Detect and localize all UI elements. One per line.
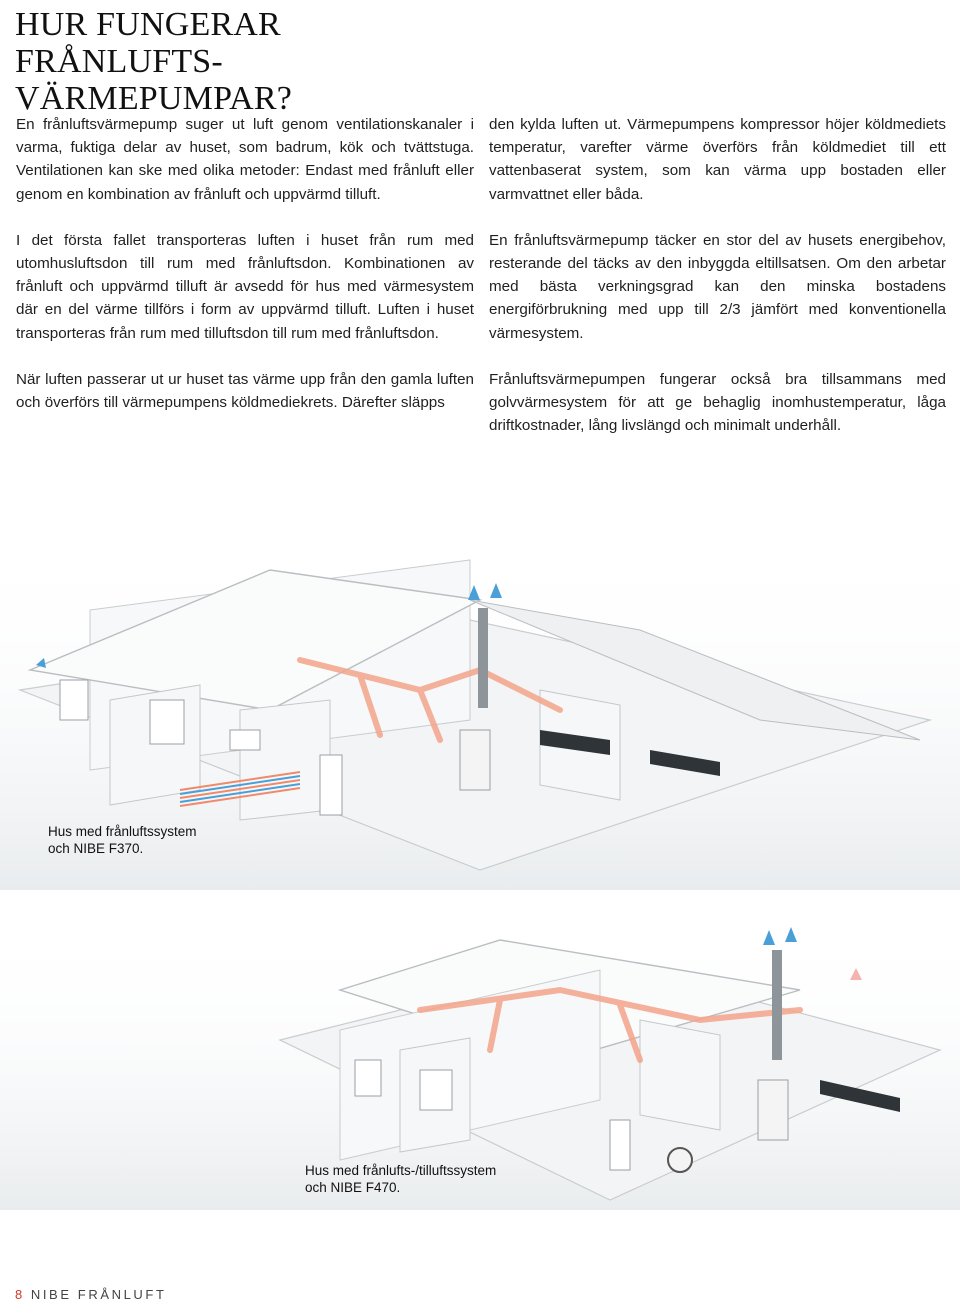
right-paragraph-2: En frånluftsvärmepump täcker en stor del av husets energibehov, resterande del täcks av den inbyggda eltillsatsen. Om den arbetar med bästa verkningsgrad kan den minska bostadens energiförbrukning med upp till 2/3 jämfört med konventionella värmesystem. <box>489 231 946 342</box>
window-2-2 <box>420 1070 452 1110</box>
partition-wall-2 <box>240 700 330 820</box>
left-paragraph-1: En frånluftsvärmepump suger ut luft genom ventilationskanaler i varma, fuktiga delar av huset, som badrum, kök och tvättstuga. Ventilationen kan ske med olika metoder: Endast med frånluft eller genom en kombination av frånluft och uppvärmd tilluft. <box>16 116 474 203</box>
page-title <box>15 6 485 117</box>
title-line-2: VÄRMEPUMPAR? <box>15 80 292 117</box>
window-1 <box>60 680 88 720</box>
footer-label: NIBE FRÅNLUFT <box>30 1287 167 1302</box>
caption-f370-line-2: och NIBE F370. <box>48 841 144 856</box>
partition-wall-2-2 <box>640 1020 720 1130</box>
front-door <box>320 755 342 815</box>
page-footer <box>15 1287 167 1302</box>
window-2-1 <box>355 1060 381 1096</box>
page-number: 8 <box>15 1287 25 1302</box>
caption-f470-line-2: och NIBE F470. <box>305 1180 401 1195</box>
right-column <box>489 113 946 460</box>
exhaust-stack <box>478 608 488 708</box>
window-3 <box>230 730 260 750</box>
caption-f370 <box>48 823 197 857</box>
left-paragraph-2: I det första fallet transporteras luften i huset från rum med utomhusluftsdon till rum med frånluftsdon. Kombinationen av frånluft och uppvärmd tilluft är avsedd för hus med värmesystem där en del värme tillförs i form av uppvärmd tilluft. Luften i huset transporteras från rum med tilluftsdon till rum med frånluftsdon. <box>16 231 474 342</box>
caption-f370-line-1: Hus med frånluftssystem <box>48 824 197 839</box>
exhaust-stack-2 <box>772 950 782 1060</box>
right-paragraph-3: Frånluftsvärmepumpen fungerar också bra tillsammans med golvvärmesystem för att ge behaglig inomhustemperatur, låga driftkostnader, lång livslängd och minimalt underhåll. <box>489 370 946 435</box>
caption-f470-line-1: Hus med frånlufts-/tilluftssystem <box>305 1163 497 1178</box>
heat-pump-unit-2 <box>758 1080 788 1140</box>
title-line-1: HUR FUNGERAR FRÅNLUFTS- <box>15 6 281 80</box>
outdoor-unit-icon <box>668 1148 692 1172</box>
window-2 <box>150 700 184 744</box>
heat-pump-unit <box>460 730 490 790</box>
left-column <box>16 113 474 437</box>
caption-f470 <box>305 1162 496 1196</box>
front-door-2 <box>610 1120 630 1170</box>
left-paragraph-3: När luften passerar ut ur huset tas värme upp från den gamla luften och överförs till värmepumpens köldmediekrets. Därefter släpps <box>16 370 474 412</box>
right-paragraph-1: den kylda luften ut. Värmepumpens kompressor höjer köldmediets temperatur, varefter värme överförs från köldmediet till ett vattenbaserat system, som kan värma upp bostaden eller varmvattnet eller båda. <box>489 116 946 203</box>
